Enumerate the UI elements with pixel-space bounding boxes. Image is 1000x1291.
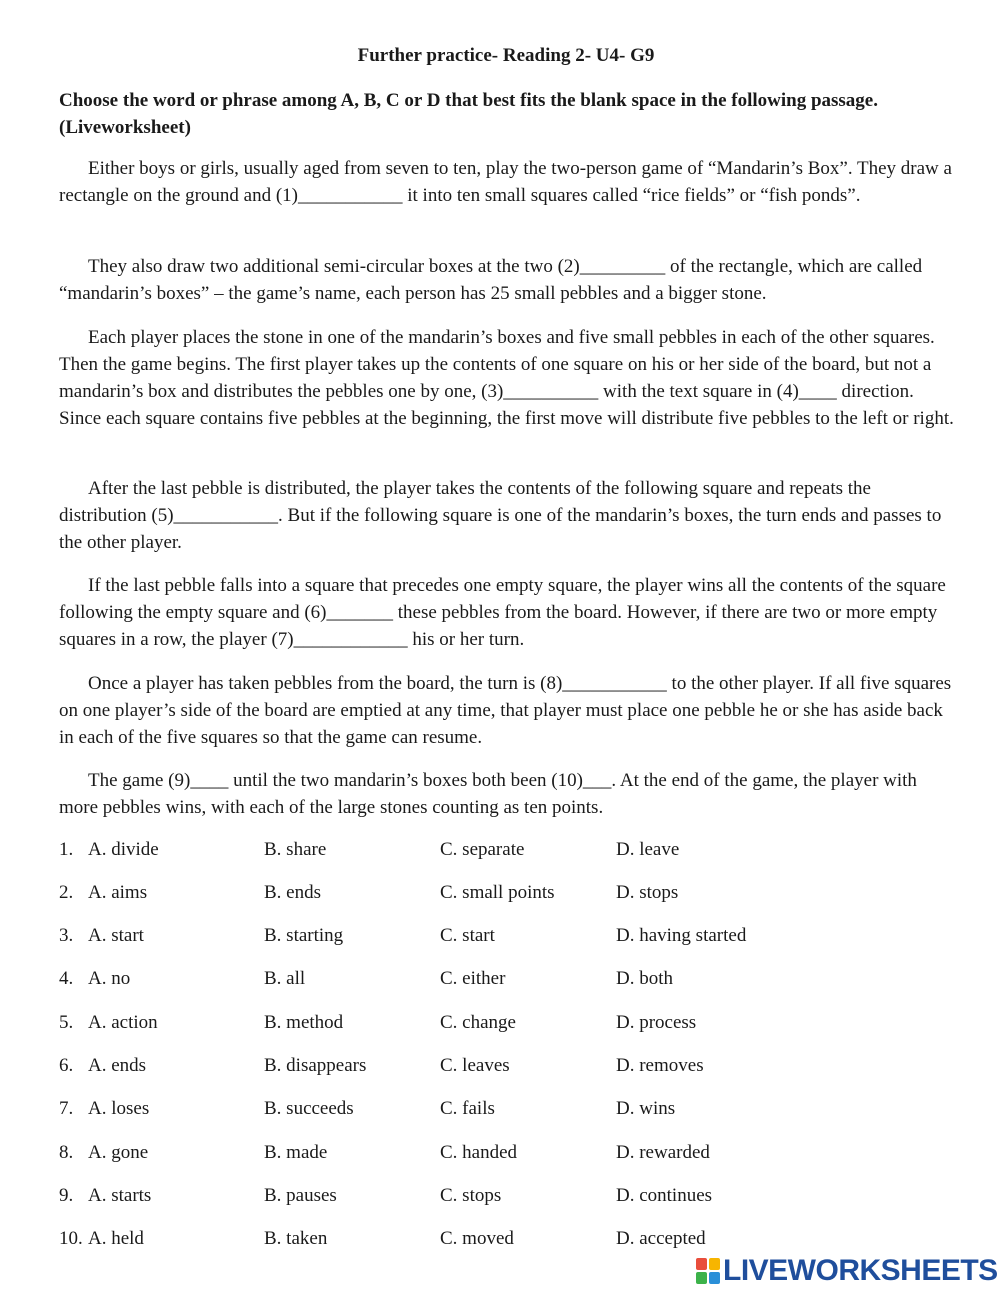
instructions: Choose the word or phrase among A, B, C or D that best fits the blank space in the following passage. (Liveworksheet) [59,90,878,138]
question-number: 5. [59,1012,74,1033]
option-b[interactable]: B. disappears [264,1055,367,1076]
passage-paragraph-7: The game (9)____ until the two mandarin’s boxes both been (10)___. At the end of the game, the player with more pebbles wins, with each of the large stones counting as ten points. [59,770,917,818]
option-d[interactable]: D. wins [616,1098,676,1119]
option-a[interactable]: A. gone [88,1142,149,1163]
question-row-5 [59,1011,959,1035]
option-d[interactable]: D. stops [616,882,679,903]
question-row-10 [59,1227,959,1251]
logo-mark-square [709,1258,720,1270]
option-b[interactable]: B. taken [264,1228,328,1249]
option-c[interactable]: C. leaves [440,1055,510,1076]
question-number: 8. [59,1142,74,1163]
option-c[interactable]: C. separate [440,839,525,860]
logo-mark-square [709,1272,720,1284]
question-row-3 [59,924,959,948]
logo-text: LIVEWORKSHEETS [723,1254,998,1287]
question-row-1 [59,838,959,862]
question-number: 2. [59,882,74,903]
option-b[interactable]: B. succeeds [264,1098,354,1119]
option-b[interactable]: B. pauses [264,1185,337,1206]
question-row-8 [59,1141,959,1165]
option-c[interactable]: C. either [440,968,506,989]
option-b[interactable]: B. all [264,968,306,989]
option-a[interactable]: A. aims [88,882,148,903]
question-number: 4. [59,968,74,989]
question-number: 7. [59,1098,74,1119]
option-a[interactable]: A. ends [88,1055,147,1076]
option-a[interactable]: A. starts [88,1185,152,1206]
passage-paragraph-4: After the last pebble is distributed, the player takes the contents of the following square and repeats the distribution (5)___________. But if the following square is one of the mandarin’s boxes, the turn ends and passes to the other player. [59,478,942,553]
option-c[interactable]: C. start [440,925,495,946]
question-number: 3. [59,925,74,946]
option-b[interactable]: B. ends [264,882,321,903]
question-number: 6. [59,1055,74,1076]
question-row-9 [59,1184,959,1208]
question-row-4 [59,967,959,991]
option-d[interactable]: D. rewarded [616,1142,710,1163]
question-row-2 [59,881,959,905]
option-c[interactable]: C. fails [440,1098,495,1119]
liveworksheets-logo[interactable] [696,1256,998,1286]
option-a[interactable]: A. held [88,1228,144,1249]
option-d[interactable]: D. continues [616,1185,713,1206]
question-number: 10. [59,1228,83,1249]
option-a[interactable]: A. loses [88,1098,150,1119]
passage-paragraph-3: Each player places the stone in one of the mandarin’s boxes and five small pebbles in each of the other squares. Then the game begins. The first player takes up the contents of one square on his or her side of the board, but not a mandarin’s box and distributes the pebbles one by one, (3)__________ with the text square in (4)____ direction. Since each square contains five pebbles at the beginning, the first move will distribute five pebbles to the left or right. [59,327,954,429]
option-b[interactable]: B. method [264,1012,344,1033]
passage-paragraph-5: If the last pebble falls into a square that precedes one empty square, the player wins all the contents of the square following the empty square and (6)_______ these pebbles from the board. However, if there are two or more empty squares in a row, the player (7)____________ his or her turn. [59,575,946,650]
question-row-6 [59,1054,959,1078]
option-c[interactable]: C. moved [440,1228,514,1249]
option-b[interactable]: B. made [264,1142,328,1163]
option-a[interactable]: A. start [88,925,144,946]
worksheet-title: Further practice- Reading 2- U4- G9 [357,45,655,66]
option-d[interactable]: D. accepted [616,1228,706,1249]
passage-paragraph-6: Once a player has taken pebbles from the board, the turn is (8)___________ to the other player. If all five squares on one player’s side of the board are emptied at any time, that player must place one pebble he or she has aside back in each of the five squares so that the game can resume. [59,673,952,748]
option-c[interactable]: C. small points [440,882,555,903]
question-row-7 [59,1097,959,1121]
option-c[interactable]: C. handed [440,1142,518,1163]
option-a[interactable]: A. action [88,1012,158,1033]
option-c[interactable]: C. change [440,1012,516,1033]
logo-mark-square [696,1258,707,1270]
option-d[interactable]: D. both [616,968,673,989]
passage-paragraph-1: Either boys or girls, usually aged from seven to ten, play the two-person game of “Mandarin’s Box”. They draw a rectangle on the ground and (1)___________ it into ten small squares called “rice fields” or “fish ponds”. [59,158,952,206]
question-number: 9. [59,1185,74,1206]
logo-mark-square [696,1272,707,1284]
option-d[interactable]: D. leave [616,839,680,860]
option-c[interactable]: C. stops [440,1185,502,1206]
option-a[interactable]: A. no [88,968,131,989]
option-b[interactable]: B. starting [264,925,344,946]
option-a[interactable]: A. divide [88,839,159,860]
question-number: 1. [59,839,74,860]
option-d[interactable]: D. removes [616,1055,704,1076]
option-b[interactable]: B. share [264,839,327,860]
option-d[interactable]: D. having started [616,925,747,946]
option-d[interactable]: D. process [616,1012,697,1033]
liveworksheets-logo-icon [696,1258,720,1284]
passage-paragraph-2: They also draw two additional semi-circular boxes at the two (2)_________ of the rectangle, which are called “mandarin’s boxes” – the game’s name, each person has 25 small pebbles and a bigger stone. [59,256,923,304]
